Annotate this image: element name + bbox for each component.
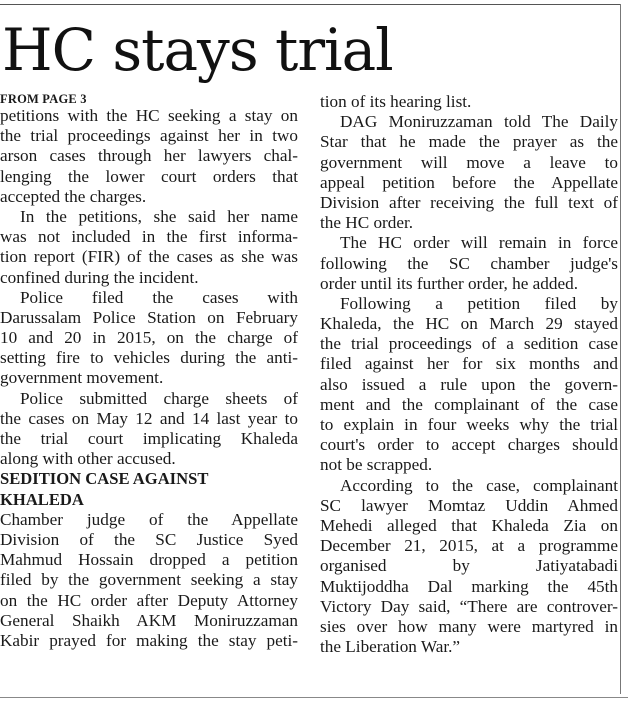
text-line: SC lawyer Momtaz Uddin Ahmed	[320, 495, 618, 515]
text-line: Police submitted charge sheets of	[20, 388, 298, 408]
text-line: the HC order.	[320, 213, 414, 233]
text-line: petitions with the HC seeking a stay on	[0, 106, 298, 125]
text-line: the Liberation War.”	[320, 637, 461, 657]
text-line: The HC order will remain in force	[340, 233, 618, 253]
text-line: Division of the SC Justice Syed	[0, 529, 298, 549]
kicker: FROM PAGE 3	[0, 92, 87, 106]
section-subhead: SEDITION CASE AGAINST	[0, 469, 209, 489]
text-line: tion report (FIR) of the cases as she was	[0, 247, 298, 267]
text-line: According to the case, complainant	[340, 475, 618, 495]
text-line: Mahmud Hossain dropped a petition	[0, 550, 298, 570]
text-line: government movement.	[0, 368, 164, 388]
top-border	[0, 4, 620, 5]
text-line: court's order to accept charges should	[320, 435, 618, 455]
text-line: also issued a rule upon the govern-	[320, 374, 618, 394]
text-line: the trial court implicating Khaleda	[0, 429, 298, 448]
text-line: Division after receiving the full text of	[320, 192, 618, 212]
text-line: DAG Moniruzzaman told The Daily	[340, 112, 618, 132]
text-line: Star that he made the prayer as the	[320, 132, 618, 152]
text-line: Following a petition filed by	[340, 293, 618, 313]
bottom-border	[0, 697, 628, 698]
text-line: lenging the lower court orders that	[0, 166, 298, 186]
article-column-right	[320, 92, 618, 657]
text-line: was not included in the first informa-	[0, 227, 298, 247]
section-subhead: KHALEDA	[0, 489, 84, 509]
text-line: the trial proceedings of a sedition case	[320, 334, 618, 354]
text-line: Police filed the cases with	[20, 287, 298, 307]
text-line: not be scrapped.	[320, 455, 433, 475]
text-line: order until its further order, he added.	[320, 273, 578, 293]
text-line: tion of its hearing list.	[320, 92, 472, 111]
text-line: Victory Day said, “There are controver-	[320, 596, 618, 616]
text-line: following the SC chamber judge's	[320, 253, 618, 273]
text-line: along with other accused.	[0, 449, 176, 469]
article-column-left	[0, 92, 298, 651]
text-line: General Shaikh AKM Moniruzzaman	[0, 610, 298, 630]
text-line: organised by Jatiyatabadi	[320, 556, 618, 576]
text-line: Mehedi alleged that Khaleda Zia on	[320, 515, 618, 535]
text-line: 10 and 20 in 2015, on the charge of	[0, 328, 298, 348]
text-line: Chamber judge of the Appellate	[0, 509, 298, 529]
right-border	[620, 4, 621, 694]
text-line: Khaleda, the HC on March 29 stayed	[320, 314, 618, 334]
text-line: confined during the incident.	[0, 267, 199, 287]
text-line: Kabir prayed for making the stay peti-	[0, 630, 298, 650]
text-line: filed by the government seeking a stay	[0, 570, 298, 590]
text-line: In the petitions, she said her name	[20, 206, 298, 226]
text-line: government will move a leave to	[320, 152, 618, 172]
text-line: the cases on May 12 and 14 last year to	[0, 408, 298, 428]
text-line: December 21, 2015, at a programme	[320, 536, 618, 556]
text-line: arson cases through her lawyers chal-	[0, 146, 298, 166]
text-line: appeal petition before the Appellate	[320, 172, 618, 192]
text-line: filed against her for six months and	[320, 354, 618, 374]
text-line: the trial proceedings against her in two	[0, 126, 298, 146]
text-line: Muktijoddha Dal marking the 45th	[320, 576, 618, 596]
text-line: ment and the complainant of the case	[320, 394, 618, 414]
text-line: sies over how many were martyred in	[320, 616, 618, 636]
text-line: Darussalam Police Station on February	[0, 307, 298, 327]
headline: HC stays trial	[2, 16, 393, 84]
text-line: on the HC order after Deputy Attorney	[0, 590, 298, 610]
text-line: setting fire to vehicles during the anti-	[0, 348, 298, 368]
text-line: to explain in four weeks why the trial	[320, 415, 618, 434]
text-line: accepted the charges.	[0, 186, 147, 206]
